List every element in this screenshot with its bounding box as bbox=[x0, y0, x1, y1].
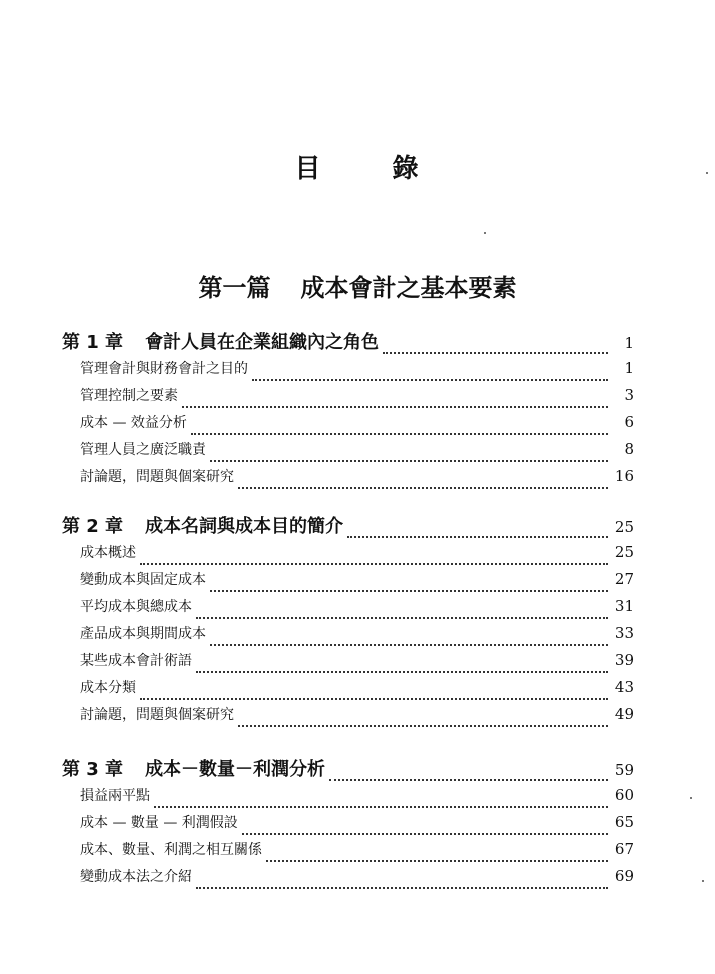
entry-label: 某些成本會計術語 bbox=[80, 653, 192, 669]
dot-leader bbox=[210, 460, 608, 462]
toc-entry[interactable] bbox=[62, 812, 634, 839]
toc-entry[interactable] bbox=[62, 704, 634, 731]
page-number: 69 bbox=[614, 867, 634, 885]
title-char-right: 錄 bbox=[392, 154, 421, 184]
toc-entry[interactable] bbox=[62, 866, 634, 893]
entry-label: 成本概述 bbox=[80, 545, 136, 561]
dot-leader bbox=[191, 433, 608, 435]
dot-leader bbox=[242, 833, 608, 835]
toc-entry[interactable] bbox=[62, 569, 634, 596]
toc-entry[interactable] bbox=[62, 542, 634, 569]
entry-label: 變動成本與固定成本 bbox=[80, 572, 206, 588]
page-number: 25 bbox=[614, 543, 634, 561]
chapter-heading[interactable] bbox=[62, 328, 634, 358]
chapter-1-block bbox=[62, 328, 634, 493]
page-number: 25 bbox=[614, 518, 634, 536]
page-title bbox=[0, 148, 715, 185]
toc-entry[interactable] bbox=[62, 677, 634, 704]
toc-entry[interactable] bbox=[62, 439, 634, 466]
page-number: 31 bbox=[614, 597, 634, 615]
entry-label: 成本 — 數量 — 利潤假設 bbox=[80, 815, 238, 831]
chapter-heading[interactable] bbox=[62, 755, 634, 785]
dot-leader bbox=[210, 644, 608, 646]
dot-leader bbox=[196, 887, 608, 889]
chapter-title: 成本－數量－利潤分析 bbox=[145, 759, 326, 780]
part-name: 成本會計之基本要素 bbox=[300, 273, 517, 302]
page-number: 59 bbox=[614, 761, 634, 779]
scan-speck bbox=[690, 797, 692, 799]
page-number: 8 bbox=[624, 440, 634, 458]
chapter-number: 第 2 章 bbox=[62, 516, 124, 537]
chapter-2-block bbox=[62, 512, 634, 731]
scan-speck bbox=[702, 880, 704, 882]
toc-entry[interactable] bbox=[62, 650, 634, 677]
toc-entry[interactable] bbox=[62, 785, 634, 812]
scan-speck bbox=[484, 232, 486, 234]
chapter-number: 第 1 章 bbox=[62, 332, 124, 353]
dot-leader bbox=[196, 671, 608, 673]
toc-entry[interactable] bbox=[62, 623, 634, 650]
entry-label: 成本分類 bbox=[80, 680, 136, 696]
chapter-3-block bbox=[62, 755, 634, 893]
chapter-number: 第 3 章 bbox=[62, 759, 124, 780]
toc-entry[interactable] bbox=[62, 466, 634, 493]
dot-leader bbox=[383, 352, 608, 354]
scan-speck bbox=[706, 172, 708, 174]
page-number: 67 bbox=[614, 840, 634, 858]
dot-leader bbox=[196, 617, 608, 619]
page-number: 65 bbox=[614, 813, 634, 831]
chapter-heading[interactable] bbox=[62, 512, 634, 542]
entry-label: 平均成本與總成本 bbox=[80, 599, 192, 615]
title-char-left: 目 bbox=[294, 154, 323, 184]
toc-entry[interactable] bbox=[62, 596, 634, 623]
entry-label: 管理人員之廣泛職責 bbox=[80, 442, 206, 458]
toc-entry[interactable] bbox=[62, 358, 634, 385]
entry-label: 討論題，問題與個案研究 bbox=[80, 707, 234, 723]
dot-leader bbox=[140, 698, 608, 700]
dot-leader bbox=[347, 536, 608, 538]
page-number: 39 bbox=[614, 651, 634, 669]
chapter-title: 成本名詞與成本目的簡介 bbox=[145, 516, 344, 537]
page-number: 3 bbox=[624, 386, 634, 404]
toc-entry[interactable] bbox=[62, 412, 634, 439]
page-number: 43 bbox=[614, 678, 634, 696]
page-number: 49 bbox=[614, 705, 634, 723]
dot-leader bbox=[182, 406, 608, 408]
dot-leader bbox=[329, 779, 608, 781]
page-number: 60 bbox=[614, 786, 634, 804]
part-number: 第一篇 bbox=[198, 273, 271, 302]
toc-entry[interactable] bbox=[62, 839, 634, 866]
dot-leader bbox=[154, 806, 608, 808]
page-number: 27 bbox=[614, 570, 634, 588]
dot-leader bbox=[238, 725, 608, 727]
page-number: 1 bbox=[624, 359, 634, 377]
entry-label: 成本、數量、利潤之相互關係 bbox=[80, 842, 262, 858]
dot-leader bbox=[238, 487, 608, 489]
dot-leader bbox=[252, 379, 608, 381]
page-number: 1 bbox=[624, 334, 634, 352]
dot-leader bbox=[140, 563, 608, 565]
page-number: 33 bbox=[614, 624, 634, 642]
chapter-title: 會計人員在企業組織內之角色 bbox=[145, 332, 380, 353]
page-number: 16 bbox=[614, 467, 634, 485]
entry-label: 損益兩平點 bbox=[80, 788, 150, 804]
entry-label: 成本 — 效益分析 bbox=[80, 415, 187, 431]
entry-label: 管理控制之要素 bbox=[80, 388, 178, 404]
dot-leader bbox=[210, 590, 608, 592]
entry-label: 產品成本與期間成本 bbox=[80, 626, 206, 642]
page-number: 6 bbox=[624, 413, 634, 431]
entry-label: 討論題，問題與個案研究 bbox=[80, 469, 234, 485]
toc-entry[interactable] bbox=[62, 385, 634, 412]
entry-label: 管理會計與財務會計之目的 bbox=[80, 361, 248, 377]
entry-label: 變動成本法之介紹 bbox=[80, 869, 192, 885]
dot-leader bbox=[266, 860, 608, 862]
part-heading bbox=[0, 268, 715, 303]
